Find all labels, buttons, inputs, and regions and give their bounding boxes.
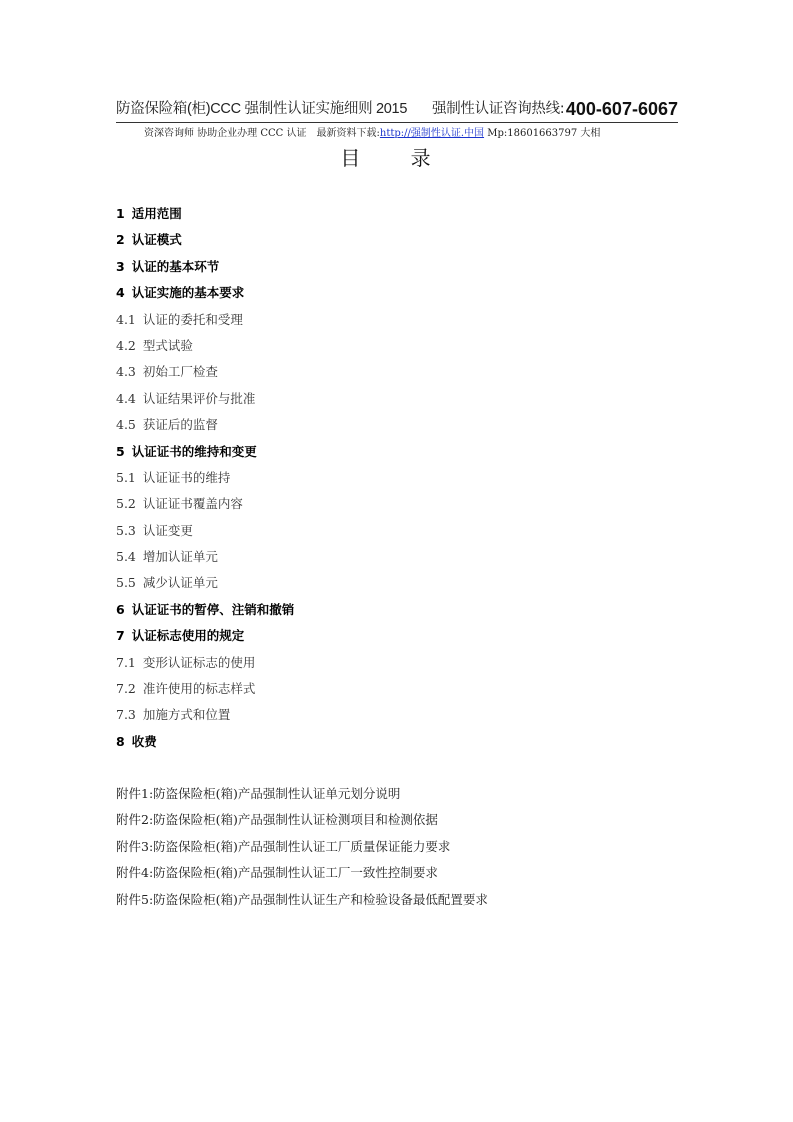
toc-number: 5.2 bbox=[116, 496, 136, 512]
toc-number: 1 bbox=[116, 206, 125, 221]
toc-number: 4.2 bbox=[116, 337, 136, 353]
toc-label: 认证结果评价与批准 bbox=[142, 390, 256, 406]
download-label: 最新资料下载: bbox=[316, 128, 380, 139]
toc-section bbox=[116, 521, 294, 547]
toc-chapter bbox=[116, 230, 294, 256]
hotline-label: 强制性认证咨询热线: bbox=[432, 101, 565, 117]
table-of-contents bbox=[116, 204, 294, 758]
toc-label: 增加认证单元 bbox=[142, 549, 218, 565]
toc-label: 收费 bbox=[131, 733, 157, 749]
attachment-item: 附件2:防盗保险柜(箱)产品强制性认证检测项目和检测依据 bbox=[116, 812, 438, 828]
toc-label: 认证证书的维持和变更 bbox=[131, 443, 257, 459]
toc-section bbox=[116, 547, 294, 573]
toc-chapter bbox=[116, 442, 294, 468]
toc-title: 目 录 bbox=[340, 146, 453, 170]
toc-chapter bbox=[116, 283, 294, 309]
toc-section bbox=[116, 653, 294, 679]
toc-section bbox=[116, 705, 294, 731]
toc-label: 初始工厂检查 bbox=[142, 364, 218, 380]
toc-section bbox=[116, 415, 294, 441]
toc-number: 4.1 bbox=[116, 311, 136, 327]
toc-number: 8 bbox=[116, 733, 125, 749]
toc-number: 4.5 bbox=[116, 417, 136, 433]
toc-number: 4 bbox=[116, 285, 125, 301]
toc-label: 认证的基本环节 bbox=[131, 258, 220, 274]
contact-info: Mp:18601663797 大相 bbox=[487, 128, 601, 139]
toc-chapter bbox=[116, 732, 294, 758]
page-header bbox=[116, 96, 678, 123]
toc-label: 变形认证标志的使用 bbox=[142, 654, 256, 670]
toc-section bbox=[116, 336, 294, 362]
toc-number: 7.2 bbox=[116, 681, 136, 697]
toc-number: 7 bbox=[116, 628, 125, 644]
page-subheader bbox=[144, 124, 600, 139]
header-title: 防盗保险箱(柜)CCC 强制性认证实施细则 2015 bbox=[116, 101, 408, 117]
attachment-list bbox=[116, 784, 488, 916]
toc-label: 准许使用的标志样式 bbox=[142, 681, 256, 697]
consultant-note: 资深咨询师 协助企业办理 CCC 认证 bbox=[144, 128, 307, 139]
toc-section bbox=[116, 468, 294, 494]
attachment-item: 附件3:防盗保险柜(箱)产品强制性认证工厂质量保证能力要求 bbox=[116, 838, 451, 854]
toc-label: 认证的委托和受理 bbox=[142, 311, 243, 327]
toc-number: 4.4 bbox=[116, 390, 136, 406]
toc-label: 认证变更 bbox=[142, 522, 193, 538]
attachment-item: 附件5:防盗保险柜(箱)产品强制性认证生产和检验设备最低配置要求 bbox=[116, 891, 488, 907]
toc-label: 认证实施的基本要求 bbox=[131, 285, 245, 301]
toc-number: 7.3 bbox=[116, 707, 136, 723]
toc-chapter bbox=[116, 257, 294, 283]
toc-section bbox=[116, 362, 294, 388]
toc-number: 6 bbox=[116, 601, 125, 617]
toc-number: 4.3 bbox=[116, 364, 136, 380]
toc-chapter bbox=[116, 600, 294, 626]
toc-section bbox=[116, 573, 294, 599]
toc-number: 5.1 bbox=[116, 469, 136, 485]
toc-number: 5.5 bbox=[116, 575, 136, 591]
toc-section bbox=[116, 310, 294, 336]
toc-number: 7.1 bbox=[116, 654, 136, 670]
toc-label: 认证标志使用的规定 bbox=[131, 628, 245, 644]
toc-chapter bbox=[116, 204, 294, 230]
toc-number: 3 bbox=[116, 258, 125, 274]
toc-section bbox=[116, 679, 294, 705]
toc-number: 5 bbox=[116, 443, 125, 459]
toc-label: 获证后的监督 bbox=[142, 417, 218, 433]
toc-label: 加施方式和位置 bbox=[142, 707, 231, 723]
toc-label: 认证证书覆盖内容 bbox=[142, 496, 243, 512]
toc-chapter bbox=[116, 626, 294, 652]
attachment-item: 附件4:防盗保险柜(箱)产品强制性认证工厂一致性控制要求 bbox=[116, 865, 438, 881]
toc-label: 型式试验 bbox=[142, 337, 193, 353]
toc-number: 5.4 bbox=[116, 549, 136, 565]
toc-label: 认证证书的维持 bbox=[142, 469, 231, 485]
toc-label: 认证模式 bbox=[131, 232, 182, 248]
toc-number: 2 bbox=[116, 232, 125, 248]
toc-label: 认证证书的暂停、注销和撤销 bbox=[131, 601, 295, 617]
toc-number: 5.3 bbox=[116, 522, 136, 538]
hotline-number: 400-607-6067 bbox=[565, 99, 678, 119]
toc-label: 适用范围 bbox=[131, 206, 182, 221]
download-link[interactable]: http://强制性认证.中国 bbox=[379, 128, 485, 139]
toc-section bbox=[116, 389, 294, 415]
toc-label: 减少认证单元 bbox=[142, 575, 218, 591]
toc-section bbox=[116, 494, 294, 520]
attachment-item: 附件1:防盗保险柜(箱)产品强制性认证单元划分说明 bbox=[116, 786, 401, 801]
